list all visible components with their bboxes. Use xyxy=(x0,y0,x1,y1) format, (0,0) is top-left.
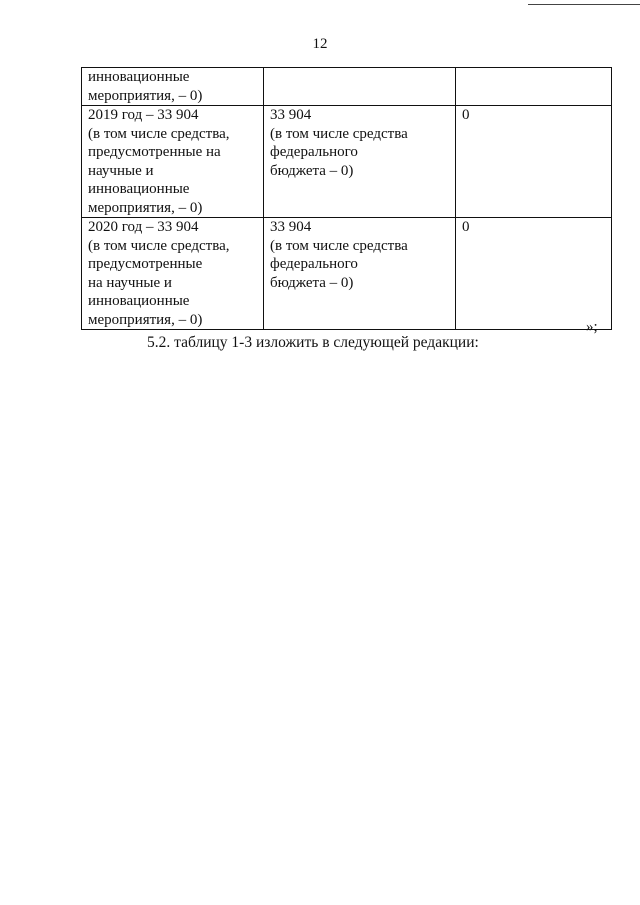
amendment-paragraph: 5.2. таблицу 1-3 изложить в следующей редакции: xyxy=(147,334,479,351)
table-row xyxy=(82,106,612,218)
top-edge-rule xyxy=(528,4,640,5)
table-cell xyxy=(456,68,612,106)
table-cell xyxy=(264,68,456,106)
table-row xyxy=(82,218,612,330)
table-cell: 33 904 (в том числе средства федерального бюджета – 0) xyxy=(264,218,456,330)
table-row xyxy=(82,68,612,106)
table-cell: 2020 год – 33 904 (в том числе средства, предусмотренные на научные и инновационные мероприятия, – 0) xyxy=(82,218,264,330)
table-cell: 2019 год – 33 904 (в том числе средства, предусмотренные на научные и инновационные мероприятия, – 0) xyxy=(82,106,264,218)
closing-quote: »; xyxy=(586,319,598,335)
table-cell: 33 904 (в том числе средства федерального бюджета – 0) xyxy=(264,106,456,218)
table-cell: 0 xyxy=(456,106,612,218)
budget-table xyxy=(81,67,612,330)
table-cell: 0 xyxy=(456,218,612,330)
table-cell: инновационные мероприятия, – 0) xyxy=(82,68,264,106)
page-number: 12 xyxy=(312,36,328,52)
